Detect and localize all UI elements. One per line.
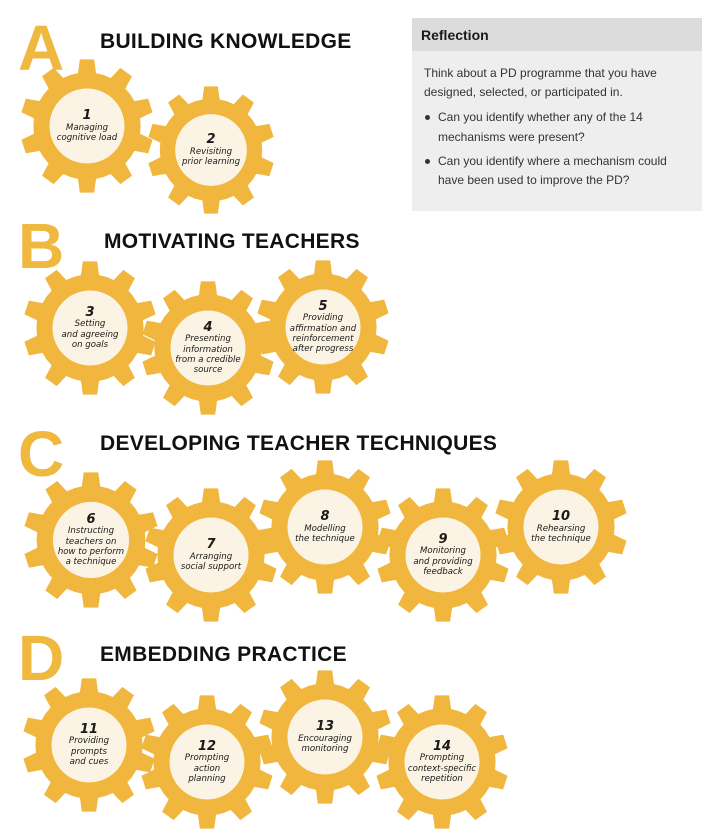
- gear-text: [22, 678, 156, 812]
- mechanism-label: Presenting information from a credible source: [175, 334, 241, 376]
- mechanism-number: 14: [432, 738, 452, 754]
- section-title-developing-teacher-techniques: DEVELOPING TEACHER TECHNIQUES: [100, 432, 498, 455]
- gear-mechanism-3: [23, 261, 157, 395]
- gear-text: [376, 488, 510, 622]
- mechanism-label: Revisiting prior learning: [181, 146, 241, 167]
- mechanism-label: Setting and agreeing on goals: [61, 319, 119, 350]
- gear-mechanism-10: [494, 460, 628, 594]
- gear-mechanism-6: [23, 472, 159, 608]
- mechanism-label: Prompting action planning: [184, 753, 230, 784]
- mechanism-number: 7: [206, 536, 216, 552]
- section-title-building-knowledge: BUILDING KNOWLEDGE: [100, 30, 352, 53]
- section-title-motivating-teachers: MOTIVATING TEACHERS: [104, 230, 360, 253]
- section-title-embedding-practice: EMBEDDING PRACTICE: [100, 643, 347, 666]
- gear-text: [23, 261, 157, 395]
- reflection-questions: [422, 108, 690, 190]
- mechanism-number: 11: [79, 721, 99, 737]
- gear-text: [375, 695, 509, 829]
- mechanism-label: Arranging social support: [180, 551, 242, 572]
- mechanism-label: Modelling the technique: [295, 523, 355, 544]
- reflection-title: Reflection: [412, 18, 702, 51]
- gear-mechanism-8: [258, 460, 392, 594]
- gear-mechanism-14: [375, 695, 509, 829]
- reflection-panel: [412, 18, 702, 211]
- mechanism-label: Prompting context-specific repetition: [407, 753, 477, 784]
- gear-text: [140, 695, 274, 829]
- mechanism-number: 2: [206, 131, 216, 147]
- section-letter-a: A: [18, 12, 65, 84]
- gear-text: [258, 670, 392, 804]
- reflection-question: Can you identify whether any of the 14 mechanisms were present?: [438, 108, 690, 146]
- gear-text: [494, 460, 628, 594]
- reflection-question: Can you identify where a mechanism could have been used to improve the PD?: [438, 152, 690, 190]
- gear-mechanism-5: [256, 260, 390, 394]
- gear-text: [23, 472, 159, 608]
- mechanism-number: 10: [551, 508, 571, 524]
- mechanism-number: 8: [320, 508, 330, 524]
- gear-mechanism-13: [258, 670, 392, 804]
- gear-mechanism-11: [22, 678, 156, 812]
- gear-text: [20, 59, 154, 193]
- gear-text: [147, 86, 275, 214]
- mechanism-number: 9: [438, 531, 448, 547]
- mechanism-number: 13: [315, 718, 335, 734]
- mechanism-label: Instructing teachers on how to perform a technique: [57, 526, 125, 568]
- mechanism-number: 3: [85, 304, 95, 320]
- gear-mechanism-2: [147, 86, 275, 214]
- mechanism-number: 5: [318, 298, 328, 314]
- mechanism-label: Encouraging monitoring: [298, 733, 352, 754]
- gear-mechanism-9: [376, 488, 510, 622]
- gear-text: [141, 281, 275, 415]
- gear-mechanism-12: [140, 695, 274, 829]
- gear-text: [258, 460, 392, 594]
- section-letter-b: B: [18, 210, 65, 282]
- gear-text: [256, 260, 390, 394]
- mechanism-label: Rehearsing the technique: [531, 523, 591, 544]
- gear-mechanism-4: [141, 281, 275, 415]
- section-letter-d: D: [18, 622, 65, 694]
- mechanism-number: 1: [82, 107, 92, 123]
- mechanism-label: Monitoring and providing feedback: [413, 546, 473, 577]
- gear-mechanism-1: [20, 59, 154, 193]
- mechanism-number: 4: [203, 319, 213, 335]
- reflection-intro: Think about a PD programme that you have designed, selected, or participated in.: [424, 66, 657, 100]
- mechanism-label: Providing affirmation and reinforcement after progress: [289, 313, 357, 355]
- mechanism-label: Providing prompts and cues: [68, 736, 110, 767]
- section-letter-c: C: [18, 418, 65, 490]
- mechanism-number: 6: [86, 511, 96, 527]
- mechanism-label: Managing cognitive load: [56, 122, 118, 143]
- mechanism-number: 12: [197, 738, 217, 754]
